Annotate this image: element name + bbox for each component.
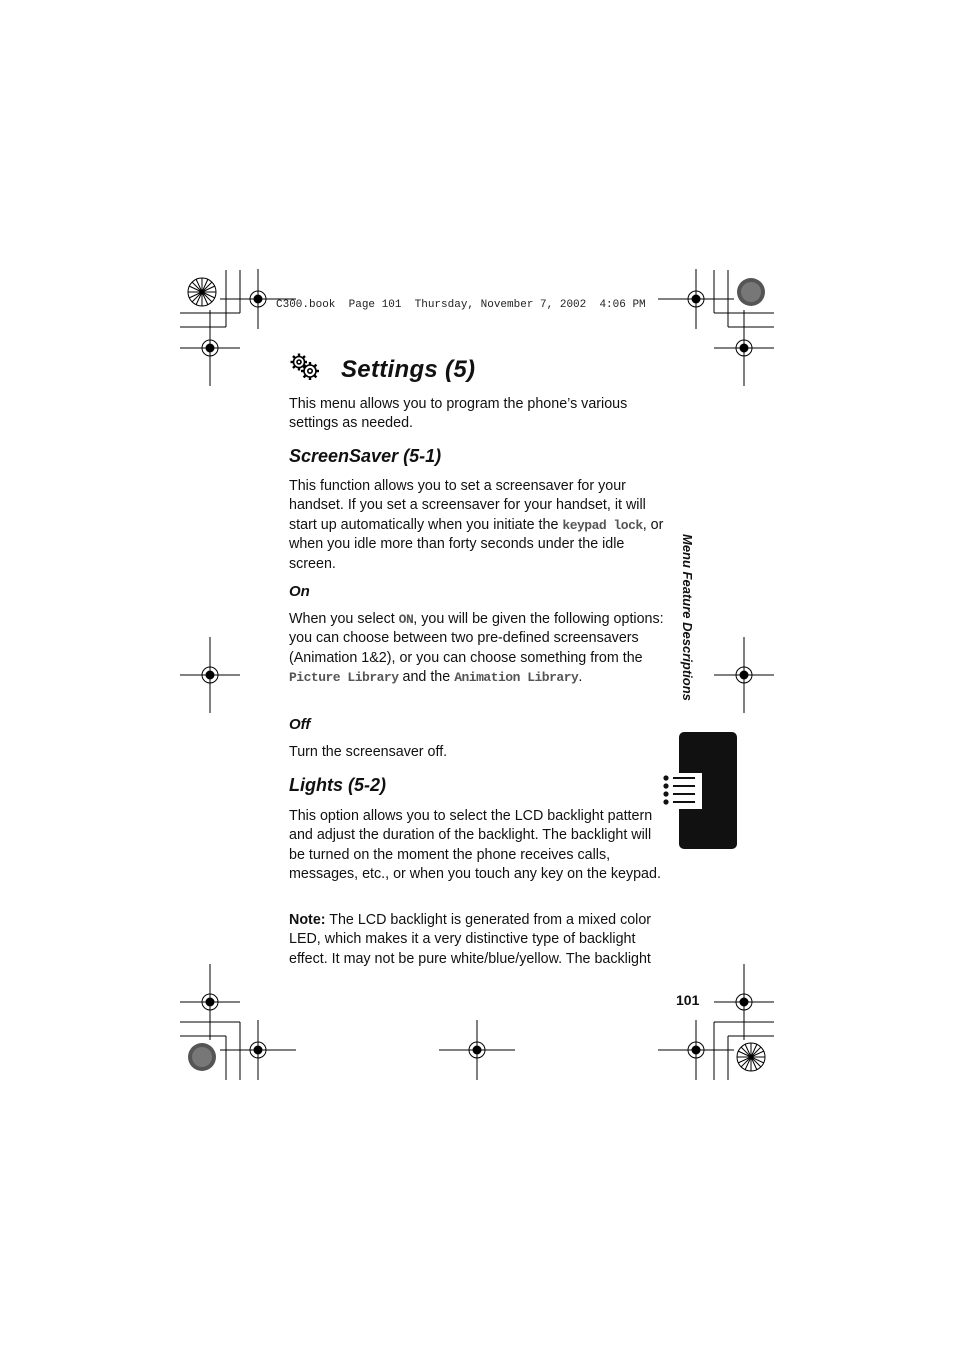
- screensaver-paragraph: This function allows you to set a screensaver for your handset. If you set a screensaver for your handset, it will start up automatically when you initiate the keypad lock, or when you idle more than forty seconds under the idle screen.: [289, 478, 664, 572]
- gear-settings-icon: [289, 352, 321, 387]
- lights-heading: Lights (5-2): [289, 775, 386, 795]
- on-paragraph: When you select ON, you will be given the following options: you can choose between two pre-defined screensavers (Animation 1&2), or you can choose something from the Picture Library and the Animation Library.: [289, 611, 664, 686]
- note-paragraph: Note: The LCD backlight is generated from a mixed color LED, which makes it a very distinctive type of backlight effect. It may not be pure white/blue/yellow. The backlight: [289, 912, 652, 967]
- intro-paragraph: This menu allows you to program the phone’s various settings as needed.: [289, 396, 628, 432]
- side-section-label: Menu Feature Descriptions: [680, 534, 695, 701]
- ui-animation-library: Animation Library: [454, 670, 579, 686]
- print-header: C300.book Page 101 Thursday, November 7, 2002 4:06 PM: [276, 299, 646, 311]
- page-title-row: [289, 352, 475, 387]
- off-heading: Off: [289, 716, 311, 733]
- note-label: Note:: [289, 912, 326, 928]
- page-title: Settings (5): [341, 355, 476, 383]
- off-paragraph: Turn the screensaver off.: [289, 744, 448, 760]
- lights-paragraph: This option allows you to select the LCD backlight pattern and adjust the duration of the backlight. The backlight will be turned on the moment the phone receives calls, messages, etc., or when you touch any key on the keypad.: [289, 808, 661, 883]
- ui-keypad-lock: keypad lock: [562, 517, 643, 533]
- on-heading: On: [289, 583, 310, 600]
- ui-picture-library: Picture Library: [289, 670, 399, 686]
- menu-list-icon: [662, 773, 702, 814]
- page-number: 101: [676, 992, 700, 1008]
- screensaver-heading: ScreenSaver (5-1): [289, 446, 442, 466]
- ui-on: ON: [398, 612, 414, 627]
